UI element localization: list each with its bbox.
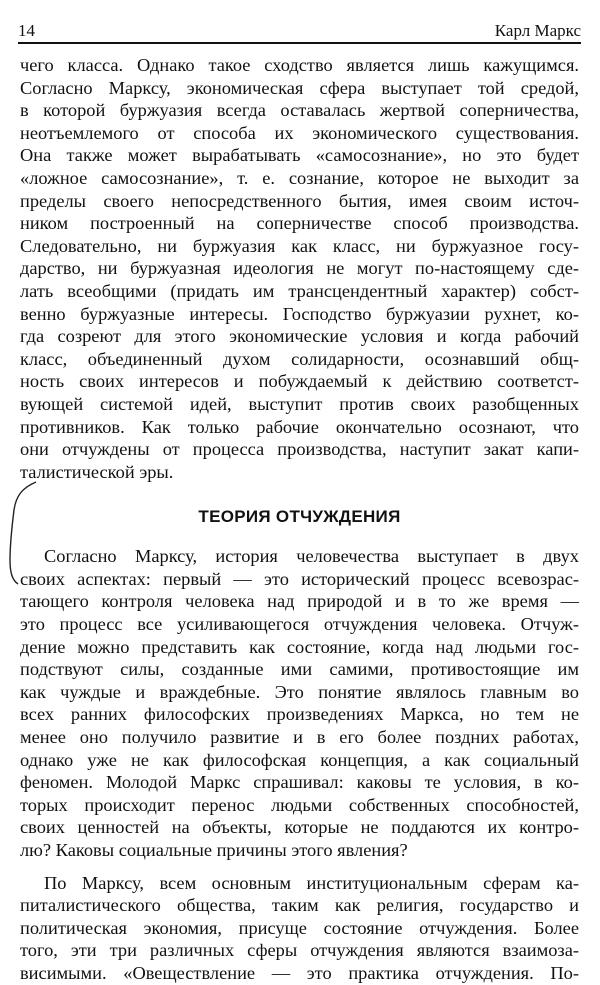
text-line: тающего контроля человека над природой и в то же время —	[20, 591, 579, 612]
text-line: в которой буржуазия всегда оставалась жертвой соперничества,	[20, 100, 579, 121]
text-line: торых происходит перенос людьми собственных способностей,	[20, 794, 579, 815]
text-line: гда созреют для этого экономические условия и когда рабочий	[20, 326, 579, 347]
body-text	[20, 54, 579, 985]
text-line: они отчуждены от процесса производства, наступит закат капи-	[20, 439, 579, 460]
text-line: венно буржуазные интересы. Господство буржуазии рухнет, ко-	[20, 303, 579, 324]
text-line: дарство, ни буржуазная идеология не могут по-настоящему сде-	[20, 258, 579, 279]
text-line: своих аспектах: первый — это исторический процесс всевозрас-	[20, 568, 579, 589]
text-line: питалистического общества, таким как религия, государство и	[20, 895, 579, 916]
running-title: Карл Маркс	[494, 21, 581, 40]
text-line: подствуют силы, созданные ими самими, противостоящие им	[20, 659, 579, 680]
text-line: Она также может вырабатывать «самосознание», но это будет	[20, 145, 579, 166]
text-line: лать всеобщими (придать им трансцендентный характер) собст-	[20, 280, 579, 301]
page-number: 14	[18, 21, 35, 40]
text-line: пределы своего непосредственного бытия, имея своим источ-	[20, 190, 579, 211]
text-line: талистической эры.	[20, 461, 174, 482]
paragraph-1	[20, 54, 579, 483]
text-line: ность своих интересов и побуждаемый к действию соответст-	[20, 371, 579, 392]
text-line: класс, объединенный духом солидарности, осознавший общ-	[20, 348, 579, 369]
text-line: феномен. Молодой Маркс спрашивал: каковы те условия, в ко-	[20, 772, 579, 793]
text-line: лю? Каковы социальные причины этого явления?	[20, 840, 408, 860]
text-line: По Марксу, всем основным институциональным сферам ка-	[44, 872, 579, 893]
text-line: висимыми. «Овеществление — это практика отчуждения. По-	[20, 962, 579, 983]
text-line: Согласно Марксу, экономическая сфера выступает той средой,	[20, 77, 579, 98]
paragraph-gap	[20, 862, 579, 872]
paragraph-2	[20, 545, 579, 861]
text-line: ником построенный на соперничестве способ производства.	[20, 213, 579, 234]
text-line: своих ценностей на объекты, которые не поддаются их контро-	[20, 817, 579, 838]
text-line: того, эти три различных сферы отчуждения являются взаимоза-	[20, 940, 579, 961]
text-line: неотъемлемого от способа их экономического существования.	[20, 122, 579, 143]
paragraph-3	[20, 872, 579, 985]
text-line: всех ранних философских произведениях Маркса, но тем не	[20, 704, 579, 725]
text-line: «ложное самосознание», т. е. сознание, которое не выходит за	[20, 167, 579, 188]
section-heading: ТЕОРИЯ ОТЧУЖДЕНИЯ	[198, 507, 401, 527]
text-line: дение можно представить как состояние, когда над людьми гос-	[20, 636, 579, 657]
text-line: вующей системой идей, выступит против своих разобщенных	[20, 393, 579, 414]
text-line: однако уже не как философская концепция, а как социальный	[20, 749, 579, 770]
text-line: противников. Как только рабочие окончательно осознают, что	[20, 416, 579, 437]
text-line: это процесс все усиливающегося отчуждения человека. Отчуж-	[20, 614, 579, 635]
text-line: политическая экономия, присуще состояние отчуждения. Более	[20, 917, 579, 938]
text-line: Согласно Марксу, история человечества выступает в двух	[44, 546, 579, 567]
page-header	[18, 20, 581, 44]
text-line: как чуждые и враждебные. Это понятие являлось главным во	[20, 681, 579, 702]
text-line: чего класса. Однако такое сходство является лишь кажущимся.	[20, 55, 579, 75]
text-line: менее оно получило развитие и в его более поздних работах,	[20, 727, 579, 748]
text-line: Следовательно, ни буржуазия как класс, ни буржуазное госу-	[20, 235, 579, 256]
